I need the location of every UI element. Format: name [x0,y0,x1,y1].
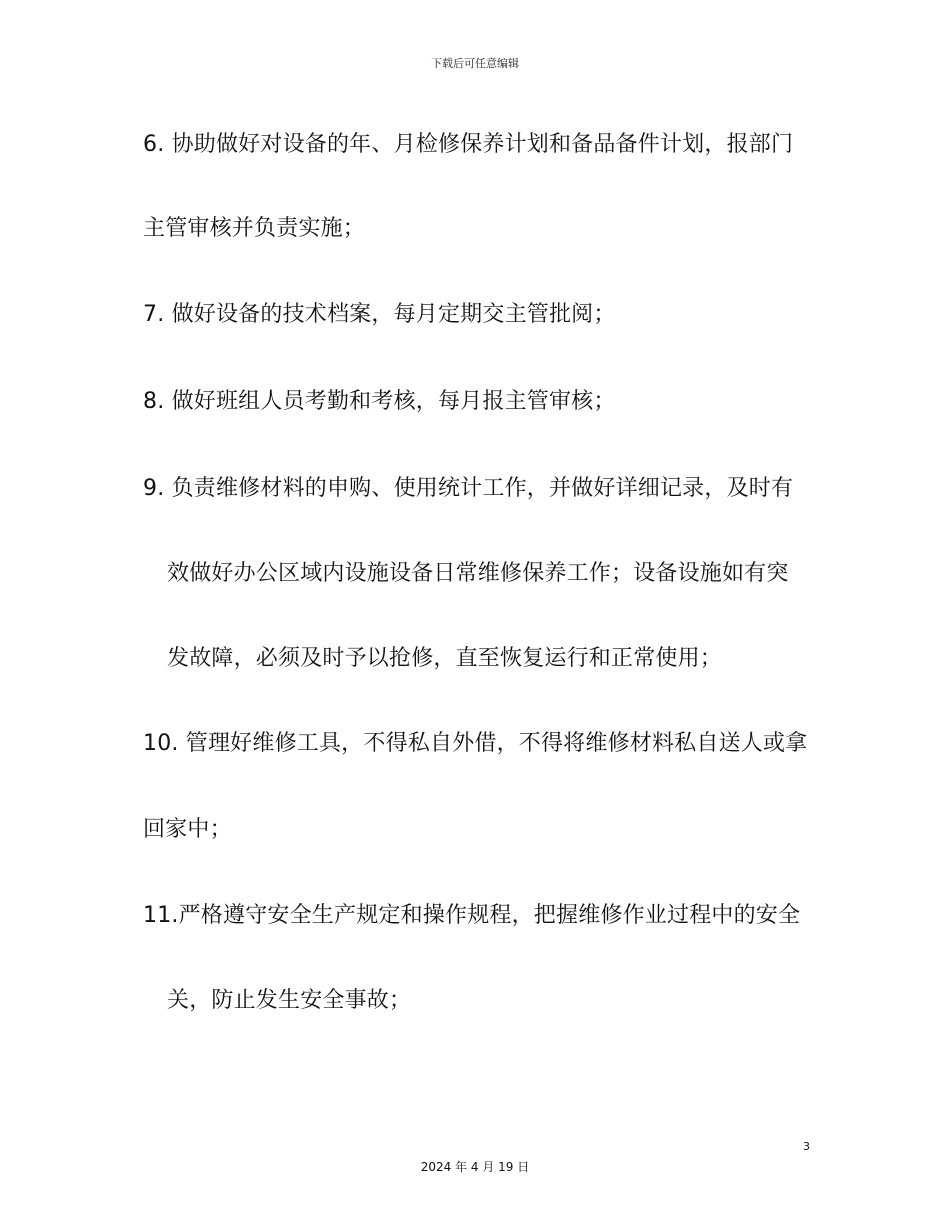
item-10-line-1: 10. 管理好维修工具，不得私自外借，不得将维修材料私自送人或拿 [143,731,808,756]
item-9-line-2: 效做好办公区域内设施设备日常维修保养工作；设备设施如有突 [167,561,789,586]
page-number: 3 [803,1140,810,1153]
item-10-line-2: 回家中； [143,817,232,842]
item-6-line-1: 6. 协助做好对设备的年、月检修保养计划和备品备件计划，报部门 [143,132,794,157]
item-6-line-2: 主管审核并负责实施； [143,216,366,241]
item-9-line-1: 9. 负责维修材料的申购、使用统计工作，并做好详细记录，及时有 [143,476,794,501]
page-header: 下载后可任意编辑 [431,57,519,70]
item-8-line-1: 8. 做好班组人员考勤和考核，每月报主管审核； [143,389,616,414]
footer-date: 2024 年 4 月 19 日 [420,1160,530,1174]
item-11-line-1: 11.严格遵守安全生产规定和操作规程，把握维修作业过程中的安全 [143,903,801,928]
item-9-line-3: 发故障，必须及时予以抢修，直至恢复运行和正常使用； [167,646,723,671]
item-11-line-2: 关，防止发生安全事故； [167,988,412,1013]
item-7-line-1: 7. 做好设备的技术档案，每月定期交主管批阅； [143,302,616,327]
